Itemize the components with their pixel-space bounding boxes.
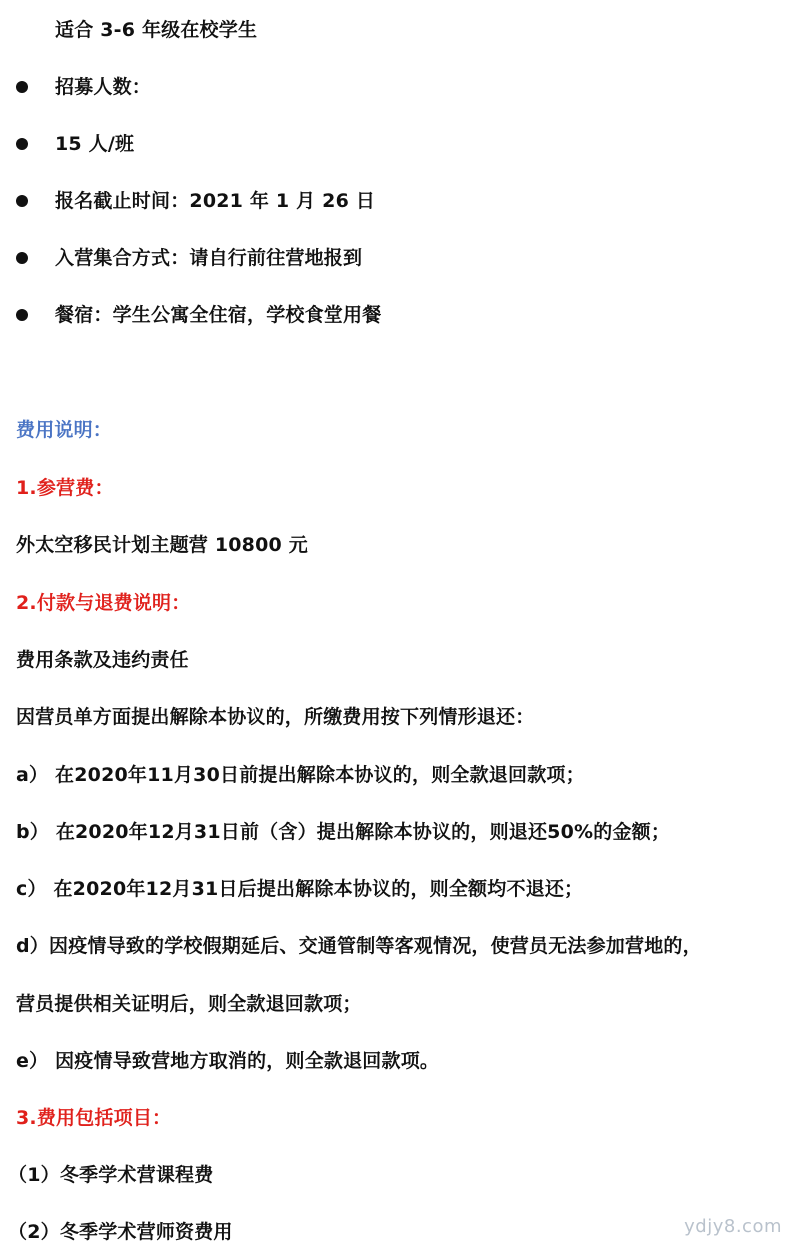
- section2-line: 营员提供相关证明后，则全款退回款项；: [16, 993, 362, 1015]
- section3-line: （1）冬季学术营课程费: [8, 1164, 214, 1186]
- bullet-text: 报名截止时间：2021 年 1 月 26 日: [55, 190, 376, 212]
- bullet-dot-icon: [16, 81, 28, 93]
- bullet-text: 15 人/班: [55, 133, 135, 155]
- section3-line: （2）冬季学术营师资费用: [8, 1221, 233, 1243]
- section3-title: 3.费用包括项目：: [16, 1107, 172, 1129]
- bullet-dot-icon: [16, 138, 28, 150]
- section2-line: d）因疫情导致的学校假期延后、交通管制等客观情况，使营员无法参加营地的，: [16, 935, 702, 957]
- section2-line: 因营员单方面提出解除本协议的，所缴费用按下列情形退还：: [16, 706, 535, 728]
- bullet-dot-icon: [16, 195, 28, 207]
- eligibility-text: 适合 3-6 年级在校学生: [55, 19, 258, 41]
- section2-line: c） 在2020年12月31日后提出解除本协议的，则全额均不退还；: [16, 878, 584, 900]
- bullet-text: 入营集合方式：请自行前往营地报到: [55, 247, 363, 269]
- section2-line: a） 在2020年11月30日前提出解除本协议的，则全款退回款项；: [16, 764, 585, 786]
- section2-title: 2.付款与退费说明：: [16, 592, 191, 614]
- section2-line: e） 因疫情导致营地方取消的，则全款退回款项。: [16, 1050, 440, 1072]
- section2-line: 费用条款及违约责任: [16, 649, 189, 671]
- section1-line: 外太空移民计划主题营 10800 元: [16, 534, 308, 556]
- bullet-dot-icon: [16, 252, 28, 264]
- fee-heading: 费用说明：: [16, 419, 113, 441]
- bullet-dot-icon: [16, 309, 28, 321]
- section1-title: 1.参营费：: [16, 477, 114, 499]
- bullet-text: 招募人数：: [55, 76, 152, 98]
- section2-line: b） 在2020年12月31日前（含）提出解除本协议的，则退还50%的金额；: [16, 821, 671, 843]
- watermark: ydjy8.com: [684, 1216, 782, 1237]
- bullet-text: 餐宿：学生公寓全住宿，学校食堂用餐: [55, 304, 382, 326]
